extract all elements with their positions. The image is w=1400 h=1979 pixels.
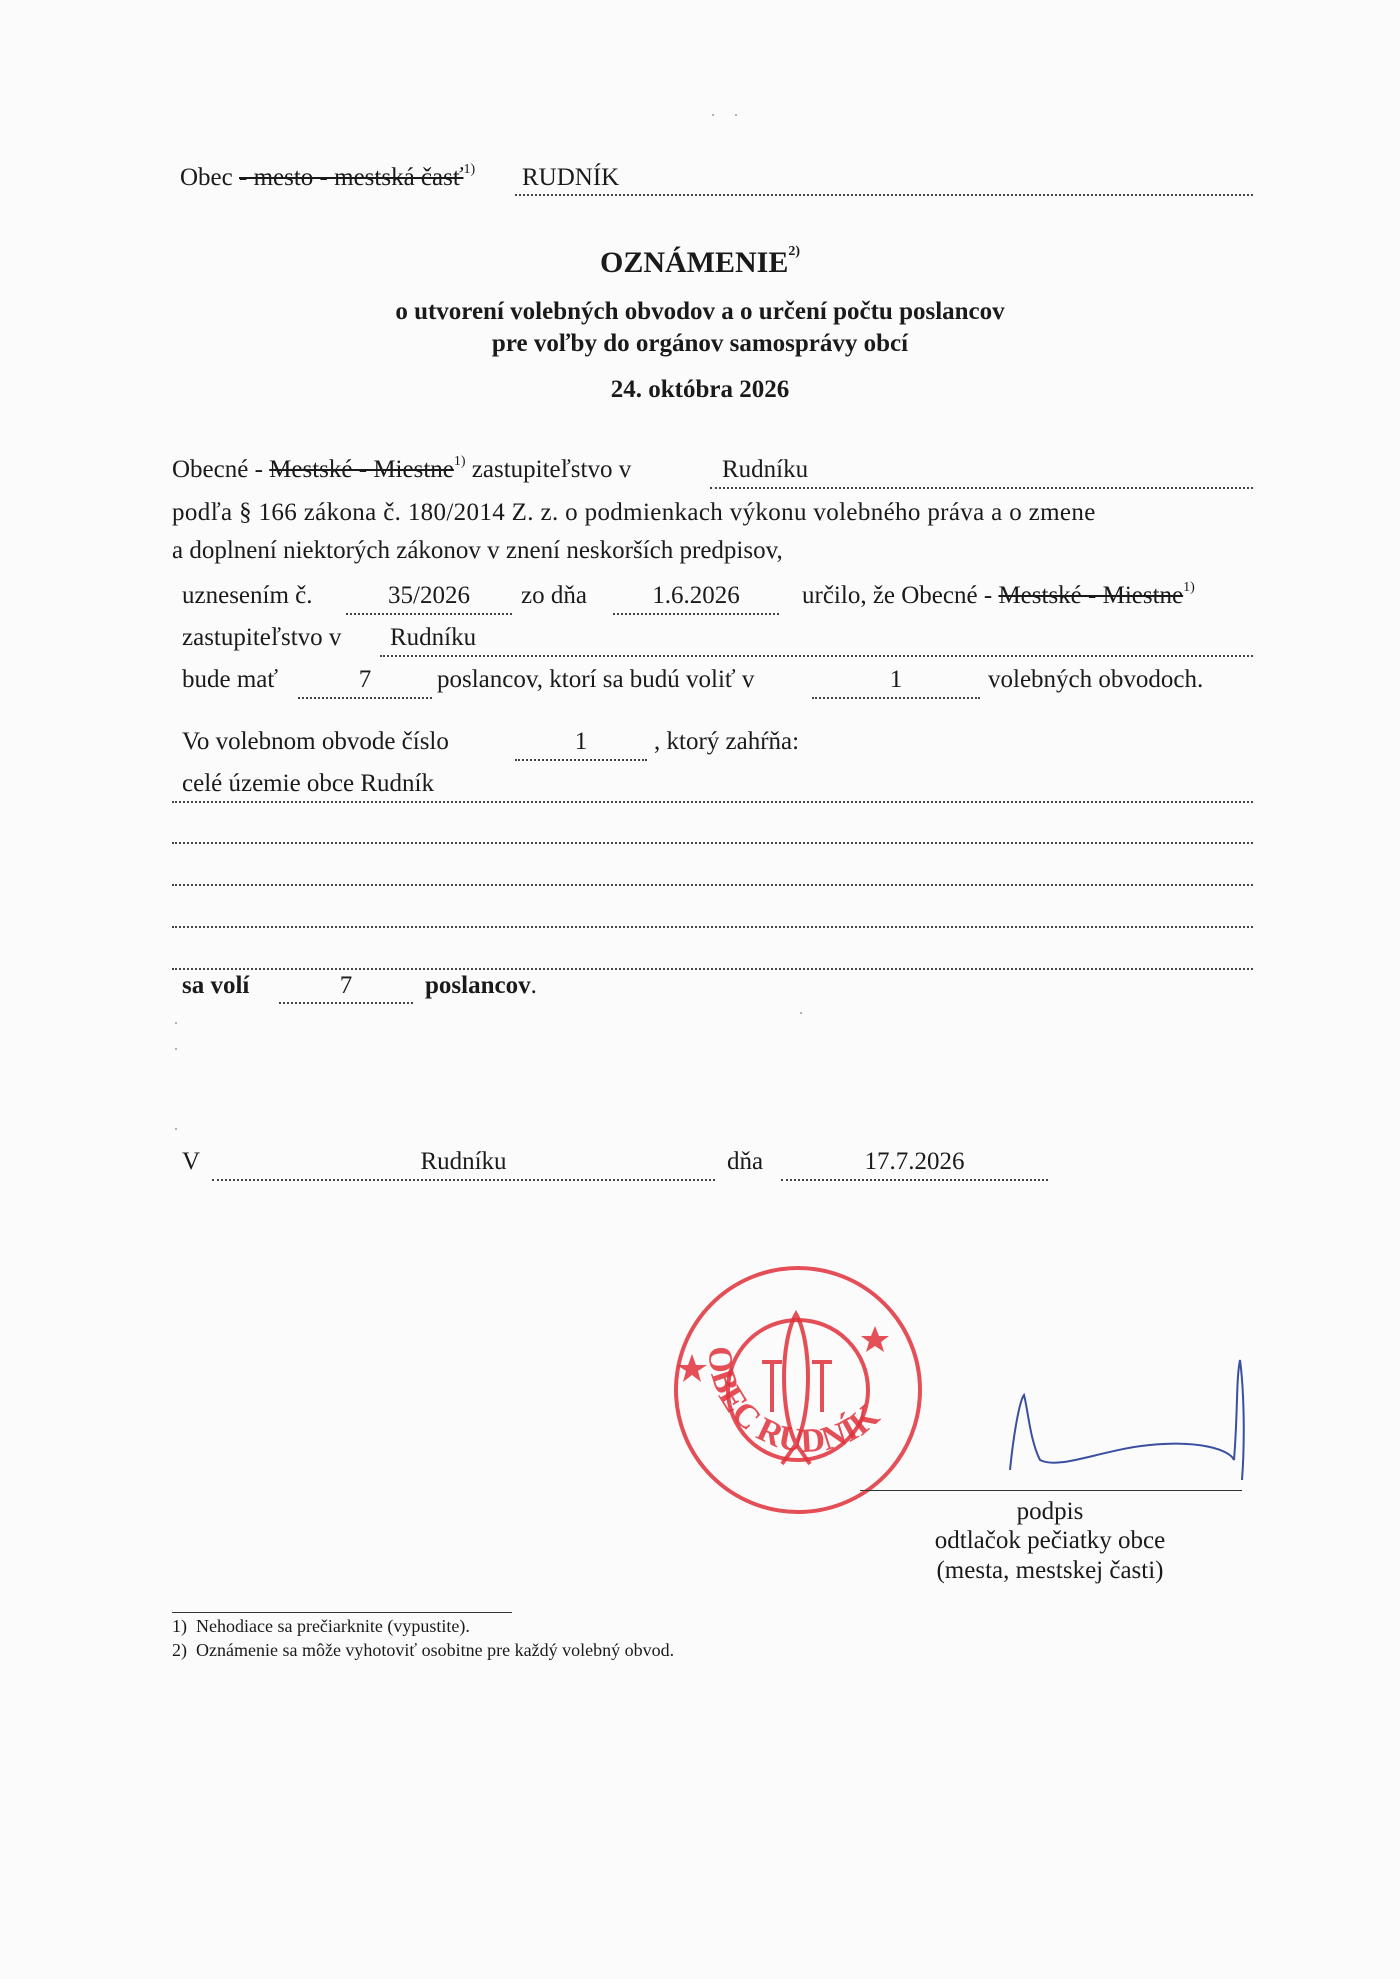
council-in-place: Rudníku <box>390 624 477 651</box>
elected-deputies: poslancov <box>425 972 531 999</box>
date-value: 17.7.2026 <box>864 1148 965 1175</box>
elected-label: sa volí <box>182 972 250 999</box>
election-date: 24. októbra 2026 <box>610 376 790 403</box>
council-place: Rudníku <box>722 456 809 483</box>
district-suffix: , ktorý zahŕňa: <box>654 728 800 755</box>
title-ref: 2) <box>788 244 801 259</box>
resolution-date-line <box>613 613 779 615</box>
law-line-1: podľa § 166 zákona č. 180/2014 Z. z. o podmienkach výkonu volebného práva a o zmene <box>172 499 1096 526</box>
obec-name-line <box>515 194 1253 196</box>
will-have-label: bude mať <box>182 666 279 693</box>
footnote-text: Nehodiace sa prečiarknite (vypustite). <box>196 1616 470 1636</box>
area-dots-1 <box>172 801 1253 803</box>
council-in-line <box>380 655 1253 657</box>
document-title <box>0 246 1400 280</box>
place-label: V <box>182 1148 201 1175</box>
districts-count: 1 <box>889 666 903 693</box>
footnote-ref: 1) <box>463 162 476 177</box>
date-label: dňa <box>727 1148 764 1175</box>
district-number-line <box>515 759 647 761</box>
stamp-label: odtlačok pečiatky obce <box>934 1527 1166 1554</box>
stamp-seal <box>670 1262 926 1518</box>
place-value: Rudníku <box>420 1148 507 1175</box>
struck-options: - mesto - mestská časť <box>239 164 464 191</box>
decided-prefix: určilo, že Obecné - <box>802 582 993 609</box>
elected-count: 7 <box>339 972 353 999</box>
header-obec <box>180 164 475 192</box>
handwritten-signature <box>1000 1350 1260 1500</box>
area-dots-5 <box>172 968 1253 970</box>
decided-struck: Mestské - Miestne <box>998 582 1184 609</box>
decided-ref: 1) <box>1183 580 1195 595</box>
date-line <box>781 1179 1048 1181</box>
resolution-date-label: zo dňa <box>521 582 587 609</box>
district-label: Vo volebnom obvode číslo <box>182 728 449 755</box>
council-struck: Mestské - Miestne <box>269 456 454 483</box>
stamp-label-2: (mesta, mestskej časti) <box>936 1557 1164 1584</box>
resolution-date: 1.6.2026 <box>652 582 740 609</box>
stamp-text: OBEC RUDNÍK <box>700 1345 887 1461</box>
resolution-label: uznesením č. <box>182 582 313 609</box>
resolution-number: 35/2026 <box>388 582 470 609</box>
signature-line <box>860 1490 1242 1491</box>
elected-period: . <box>530 972 537 999</box>
area-dots-3 <box>172 884 1253 886</box>
deputies-count: 7 <box>358 666 372 693</box>
obec-name: RUDNÍK <box>522 164 620 191</box>
council-in-label: zastupiteľstvo v <box>182 624 342 651</box>
scan-speck <box>175 1048 177 1050</box>
obec-label: Obec <box>180 164 233 191</box>
subtitle-line-2: pre voľby do orgánov samosprávy obcí <box>491 330 909 357</box>
council-line <box>172 456 631 484</box>
footnote-number: 1) <box>172 1616 187 1636</box>
decided-text <box>802 582 1195 610</box>
title-text: OZNÁMENIE <box>599 246 789 279</box>
scan-speck <box>175 1022 177 1024</box>
district-area-line-1: celé územie obce Rudník <box>182 770 434 797</box>
council-place-line <box>710 487 1253 489</box>
footnote-1 <box>172 1616 470 1637</box>
scan-speck <box>175 1128 177 1130</box>
districts-count-line <box>812 697 980 699</box>
deputies-text: poslancov, ktorí sa budú voliť v <box>437 666 755 693</box>
districts-text: volebných obvodoch. <box>988 666 1204 693</box>
district-number: 1 <box>574 728 588 755</box>
elected-count-line <box>279 1002 413 1004</box>
resolution-no-line <box>346 613 512 615</box>
council-prefix: Obecné - <box>172 456 263 483</box>
footnote-number: 2) <box>172 1640 187 1660</box>
elected-suffix <box>425 972 537 1000</box>
subtitle-line-1: o utvorení volebných obvodov a o určení počtu poslancov <box>395 298 1005 325</box>
deputies-count-line <box>298 697 432 699</box>
place-line <box>212 1179 715 1181</box>
council-mid: zastupiteľstvo v <box>471 456 632 483</box>
signature-label: podpis <box>1016 1498 1084 1525</box>
scan-speck <box>800 1012 802 1014</box>
area-dots-2 <box>172 842 1253 844</box>
footnote-2 <box>172 1640 674 1661</box>
footnote-separator <box>172 1612 512 1613</box>
council-ref: 1) <box>453 454 466 469</box>
scan-speck <box>735 114 737 116</box>
footnote-text: Oznámenie sa môže vyhotoviť osobitne pre každý volebný obvod. <box>196 1640 675 1660</box>
area-dots-4 <box>172 926 1253 928</box>
law-line-2: a doplnení niektorých zákonov v znení neskorších predpisov, <box>172 537 783 564</box>
scan-speck <box>712 114 714 116</box>
